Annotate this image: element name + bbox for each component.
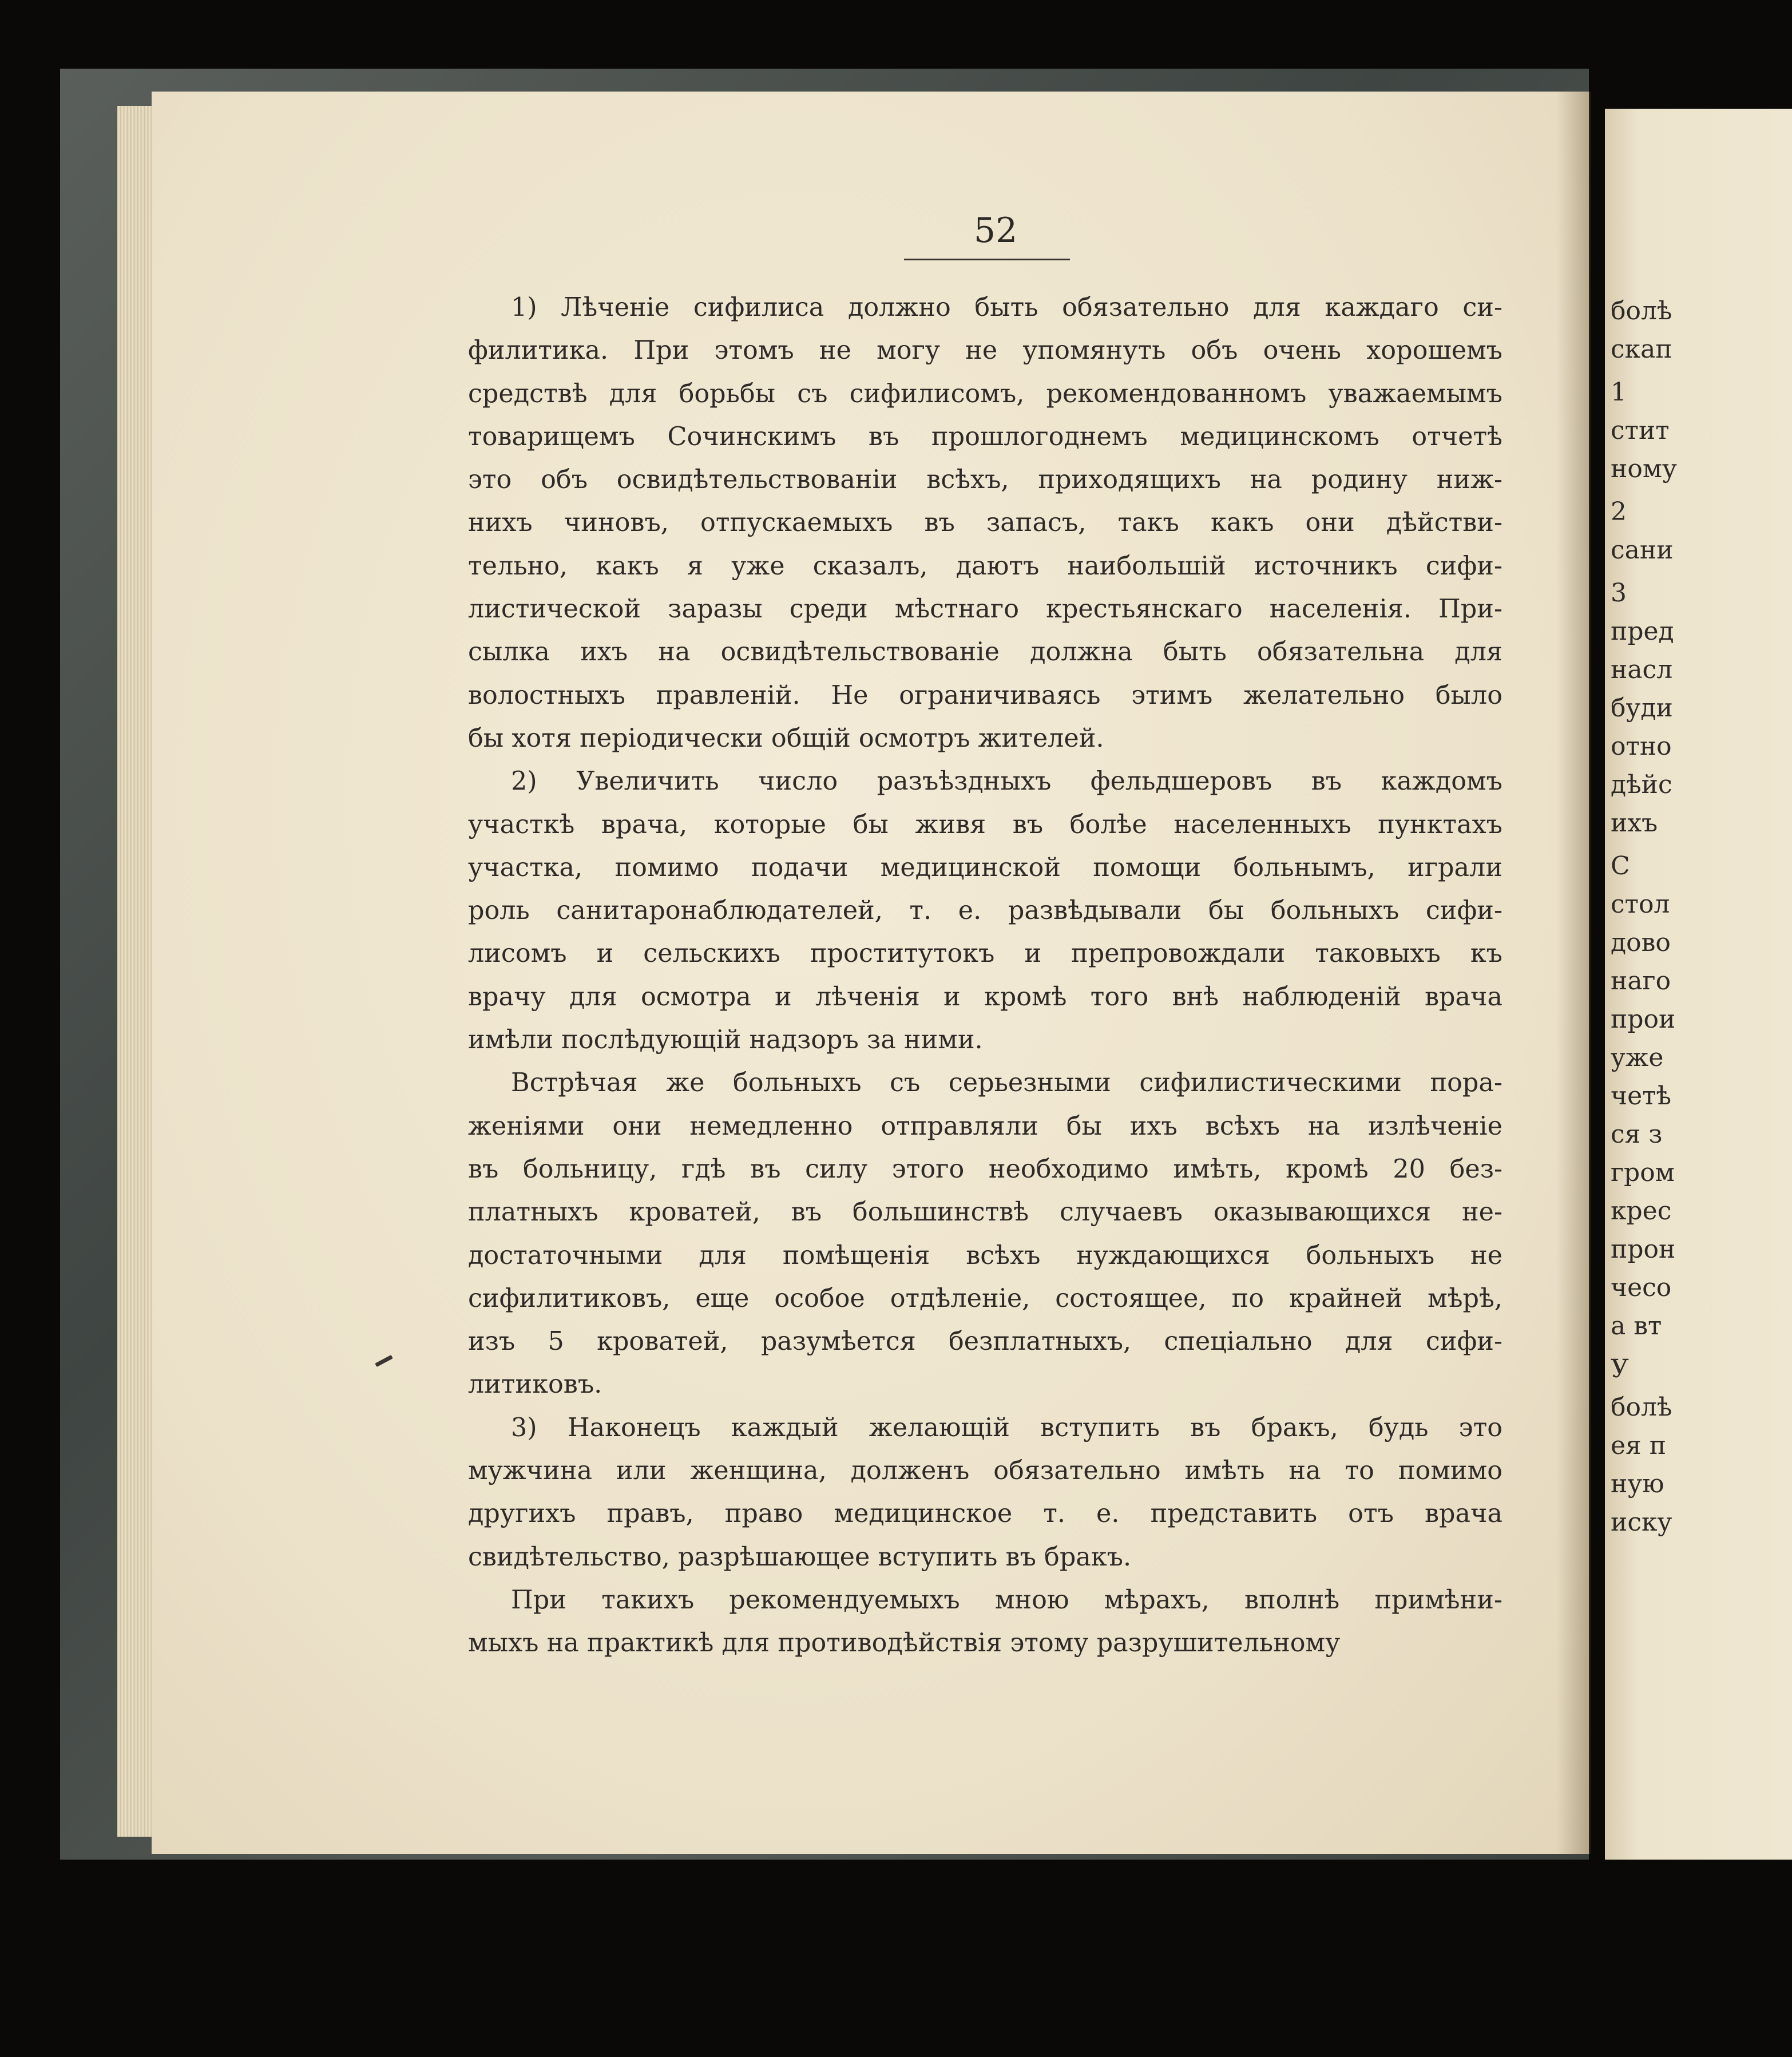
- text-line: платныхъ кроватей, въ большинствѣ случаевъ оказывающихся не-: [468, 1198, 1502, 1227]
- text-line: въ больницу, гдѣ въ силу этого необходимо имѣть, кромѣ 20 без-: [468, 1154, 1502, 1184]
- text-line: сылка ихъ на освидѣтельствованіе должна быть обязательна для: [468, 637, 1502, 667]
- facing-page-line: прои: [1611, 1005, 1676, 1034]
- facing-page-line: 2: [1611, 497, 1627, 526]
- facing-page-line: С: [1611, 851, 1630, 881]
- text-line: мыхъ на практикѣ для противодѣйствія этому разрушительному: [468, 1628, 1341, 1658]
- page-number: 52: [973, 211, 1018, 251]
- facing-page-line: ную: [1611, 1469, 1664, 1499]
- text-line: имѣли послѣдующій надзоръ за ними.: [468, 1025, 983, 1055]
- page-number-rule: [904, 259, 1070, 260]
- text-line: достаточными для помѣщенія всѣхъ нуждающихся больныхъ не: [468, 1240, 1502, 1270]
- facing-page-line: стит: [1611, 416, 1670, 445]
- text-line: это объ освидѣтельствованіи всѣхъ, приходящихъ на родину ниж-: [468, 465, 1502, 495]
- facing-page-line: 1: [1611, 378, 1627, 407]
- facing-page-line: ся з: [1611, 1120, 1663, 1149]
- binding-gutter: [1556, 92, 1591, 1854]
- facing-page-line: дѣйс: [1611, 770, 1672, 799]
- text-line: филитика. При этомъ не могу не упомянуть объ очень хорошемъ: [468, 336, 1502, 366]
- text-line: изъ 5 кроватей, разумѣется безплатныхъ, спеціально для сифи-: [468, 1327, 1502, 1357]
- facing-page-line: скап: [1611, 335, 1672, 364]
- facing-page-line: буди: [1611, 693, 1673, 723]
- facing-page-line: а вт: [1611, 1311, 1662, 1341]
- facing-page-line: отно: [1611, 732, 1672, 761]
- facing-page-line: ному: [1611, 454, 1677, 483]
- facing-page-line: болѣ: [1611, 1393, 1672, 1422]
- text-line: лисомъ и сельскихъ проститутокъ и препровождали таковыхъ къ: [468, 939, 1502, 969]
- text-line: При такихъ рекомендуемыхъ мною мѣрахъ, вполнѣ примѣни-: [511, 1585, 1502, 1615]
- page-text-block: [468, 286, 1502, 1665]
- text-line: 3) Наконецъ каждый желающій вступить въ бракъ, будь это: [511, 1413, 1502, 1442]
- text-line: 2) Увеличить число разъѣздныхъ фельдшеровъ въ каждомъ: [511, 767, 1502, 796]
- text-line: роль санитаронаблюдателей, т. е. развѣдывали бы больныхъ сифи-: [468, 896, 1502, 926]
- facing-page-line: иску: [1611, 1508, 1672, 1537]
- text-line: средствѣ для борьбы съ сифилисомъ, рекомендованномъ уважаемымъ: [468, 379, 1502, 409]
- text-line: волостныхъ правленій. Не ограничиваясь этимъ желательно было: [468, 680, 1502, 710]
- text-line: Встрѣчая же больныхъ съ серьезными сифилистическими пора-: [511, 1068, 1502, 1098]
- facing-page-line: крес: [1611, 1196, 1672, 1226]
- facing-page-line: 3: [1611, 578, 1627, 608]
- text-line: листической заразы среди мѣстнаго крестьянскаго населенія. При-: [468, 594, 1502, 624]
- text-line: литиковъ.: [468, 1370, 602, 1400]
- facing-page-line: чесо: [1611, 1273, 1672, 1302]
- text-line: бы хотя періодически общій осмотръ жителей.: [468, 723, 1104, 753]
- facing-page-line: гром: [1611, 1158, 1675, 1187]
- facing-page-line: ихъ: [1611, 808, 1658, 838]
- facing-page-line: четѣ: [1611, 1081, 1672, 1111]
- text-line: другихъ правъ, право медицинское т. е. представить отъ врача: [468, 1499, 1502, 1529]
- text-line: участкѣ врача, которые бы живя въ болѣе населенныхъ пунктахъ: [468, 810, 1502, 839]
- facing-page-line: болѣ: [1611, 296, 1672, 326]
- text-line: свидѣтельство, разрѣшающее вступить въ бракъ.: [468, 1542, 1132, 1572]
- text-line: врачу для осмотра и лѣченія и кромѣ того внѣ наблюденій врача: [468, 982, 1502, 1012]
- facing-page-line: дово: [1611, 928, 1671, 957]
- facing-page-line: уже: [1611, 1043, 1664, 1072]
- facing-page-line: насл: [1611, 655, 1673, 684]
- facing-page-line: сани: [1611, 536, 1674, 565]
- facing-page-line: прон: [1611, 1235, 1676, 1264]
- text-line: тельно, какъ я уже сказалъ, даютъ наибольшій источникъ сифи-: [468, 551, 1502, 581]
- text-line: нихъ чиновъ, отпускаемыхъ въ запасъ, такъ какъ они дѣйстви-: [468, 508, 1502, 538]
- facing-page-line: У: [1611, 1354, 1629, 1384]
- text-line: мужчина или женщина, долженъ обязательно имѣть на то помимо: [468, 1456, 1502, 1486]
- text-line: женіями они немедленно отправляли бы ихъ всѣхъ на излѣченіе: [468, 1111, 1502, 1141]
- text-line: 1) Лѣченіе сифилиса должно быть обязательно для каждаго си-: [511, 293, 1502, 322]
- facing-page-line: пред: [1611, 617, 1674, 646]
- facing-page-line: стол: [1611, 890, 1670, 919]
- facing-page-line: наго: [1611, 966, 1671, 996]
- facing-page-line: ея п: [1611, 1431, 1667, 1460]
- facing-page-text: [1611, 292, 1792, 1541]
- text-line: участка, помимо подачи медицинской помощи больнымъ, играли: [468, 853, 1502, 882]
- text-line: товарищемъ Сочинскимъ въ прошлогоднемъ медицинскомъ отчетѣ: [468, 422, 1502, 451]
- text-line: сифилитиковъ, еще особое отдѣленіе, состоящее, по крайней мѣрѣ,: [468, 1283, 1502, 1313]
